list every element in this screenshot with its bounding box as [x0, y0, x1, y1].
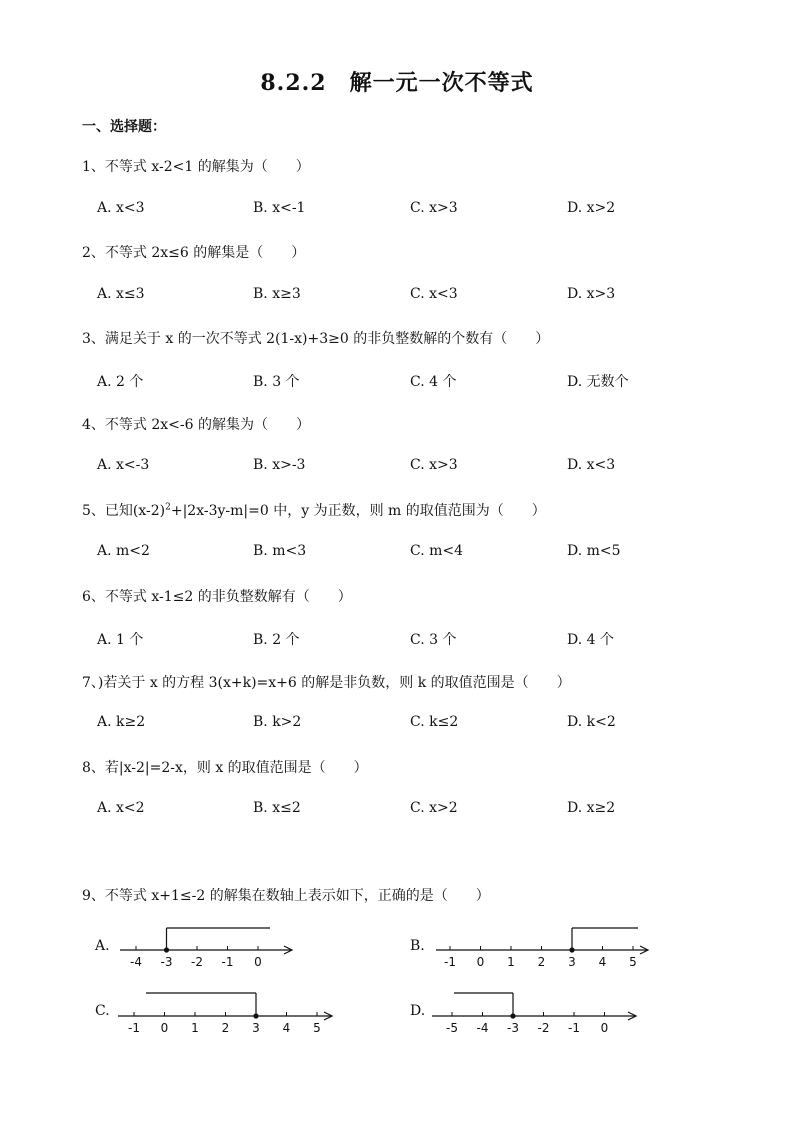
q9-b-tick-label: 3 — [568, 955, 576, 969]
q9-c-tick-label: 1 — [191, 1021, 199, 1035]
question-8: 8、若|x-2|=2-x，则 x 的取值范围是（ ） — [82, 760, 368, 776]
q8-option-d[interactable]: D. x≥2 — [567, 800, 616, 816]
q5-stem-superscript: 2 — [165, 502, 171, 513]
question-1: 1、不等式 x-2<1 的解集为（ ） — [82, 159, 310, 175]
q2-option-d[interactable]: D. x>3 — [567, 286, 616, 302]
q9-a-tick-label: 0 — [254, 955, 262, 969]
q9-a-solid-point — [164, 947, 169, 952]
q9-b-tick-label: 1 — [507, 955, 515, 969]
question-4: 4、不等式 2x<-6 的解集为（ ） — [82, 417, 310, 433]
q9-b-tick-label: 5 — [629, 955, 637, 969]
q9-c-tick-label: 2 — [221, 1021, 230, 1035]
q5-stem-pre: 5、已知(x-2) — [82, 503, 166, 519]
q9-b-tick-label: 0 — [476, 955, 485, 969]
q9-option-a-label[interactable]: A. — [95, 938, 110, 954]
q9-option-d-label[interactable]: D. — [410, 1003, 426, 1019]
q9-c-tick-label: 5 — [313, 1021, 321, 1035]
q9-d-tick-label: -2 — [537, 1021, 550, 1035]
q4-option-a[interactable]: A. x<-3 — [97, 457, 150, 473]
q9-c-tick-label: 3 — [252, 1021, 260, 1035]
q7-option-a[interactable]: A. k≥2 — [97, 714, 146, 730]
q4-option-d[interactable]: D. x<3 — [567, 457, 616, 473]
q5-option-c[interactable]: C. m<4 — [410, 543, 464, 559]
q6-option-c[interactable]: C. 3 个 — [410, 632, 457, 648]
q9-d-tick-label: -3 — [507, 1021, 519, 1035]
q9-d-tick-label: -1 — [568, 1021, 580, 1035]
q1-option-d[interactable]: D. x>2 — [567, 200, 616, 216]
q8-option-c[interactable]: C. x>2 — [410, 800, 458, 816]
q5-option-d[interactable]: D. m<5 — [567, 543, 621, 559]
page-title: 8.2.2 解一元一次不等式 — [260, 70, 534, 96]
q3-option-a[interactable]: A. 2 个 — [97, 374, 144, 390]
q9-b-tick-label: -1 — [444, 955, 456, 969]
q8-option-a[interactable]: A. x<2 — [97, 800, 145, 816]
q3-option-b[interactable]: B. 3 个 — [253, 374, 300, 390]
q4-option-c[interactable]: C. x>3 — [410, 457, 458, 473]
q7-option-b[interactable]: B. k>2 — [253, 714, 302, 730]
q9-b-tick-label: 4 — [598, 955, 607, 969]
q9-d-solid-point — [510, 1013, 515, 1018]
q2-option-a[interactable]: A. x≤3 — [97, 286, 145, 302]
question-6: 6、不等式 x-1≤2 的非负整数解有（ ） — [82, 589, 352, 605]
q9-a-tick-label: -1 — [221, 955, 234, 969]
q5-option-b[interactable]: B. m<3 — [253, 543, 307, 559]
q9-c-tick-label: -1 — [128, 1021, 140, 1035]
q9-a-tick-label: -4 — [130, 955, 142, 969]
q6-option-a[interactable]: A. 1 个 — [97, 632, 144, 648]
q9-a-tick-label: -3 — [160, 955, 173, 969]
q9-c-tick-label: 0 — [160, 1021, 169, 1035]
q9-d-tick-label: 0 — [600, 1021, 609, 1035]
q6-option-b[interactable]: B. 2 个 — [253, 632, 300, 648]
q9-option-c-label[interactable]: C. — [95, 1003, 110, 1019]
q9-b-solid-point — [569, 947, 574, 952]
section-heading: 一、选择题： — [82, 119, 166, 135]
q8-option-b[interactable]: B. x≤2 — [253, 800, 301, 816]
q4-option-b[interactable]: B. x>-3 — [253, 457, 306, 473]
question-2: 2、不等式 2x≤6 的解集是（ ） — [82, 245, 306, 261]
q9-c-tick-label: 4 — [282, 1021, 291, 1035]
q5-option-a[interactable]: A. m<2 — [97, 543, 150, 559]
question-9: 9、不等式 x+1≤-2 的解集在数轴上表示如下，正确的是（ ） — [82, 888, 490, 904]
q9-option-b-label[interactable]: B. — [410, 938, 425, 954]
q1-option-b[interactable]: B. x<-1 — [253, 200, 306, 216]
q7-option-c[interactable]: C. k≤2 — [410, 714, 459, 730]
q9-b-tick-label: 2 — [537, 955, 546, 969]
q9-a-tick-label: -2 — [191, 955, 203, 969]
q1-option-c[interactable]: C. x>3 — [410, 200, 458, 216]
q9-d-tick-label: -4 — [476, 1021, 489, 1035]
q5-stem-post: +|2x-3y-m|=0 中，y 为正数，则 m 的取值范围为（ ） — [170, 503, 546, 519]
q7-option-d[interactable]: D. k<2 — [567, 714, 616, 730]
q2-option-b[interactable]: B. x≥3 — [253, 286, 301, 302]
q2-option-c[interactable]: C. x<3 — [410, 286, 458, 302]
q9-d-tick-label: -5 — [446, 1021, 458, 1035]
question-7: 7、)若关于 x 的方程 3(x+k)=x+6 的解是非负数，则 k 的取值范围是（ ） — [82, 675, 571, 691]
q3-option-d[interactable]: D. 无数个 — [567, 374, 629, 390]
q3-option-c[interactable]: C. 4 个 — [410, 374, 457, 390]
q6-option-d[interactable]: D. 4 个 — [567, 632, 614, 648]
question-3: 3、满足关于 x 的一次不等式 2(1-x)+3≥0 的非负整数解的个数有（ ） — [82, 331, 550, 347]
q1-option-a[interactable]: A. x<3 — [97, 200, 145, 216]
q9-c-solid-point — [253, 1013, 258, 1018]
